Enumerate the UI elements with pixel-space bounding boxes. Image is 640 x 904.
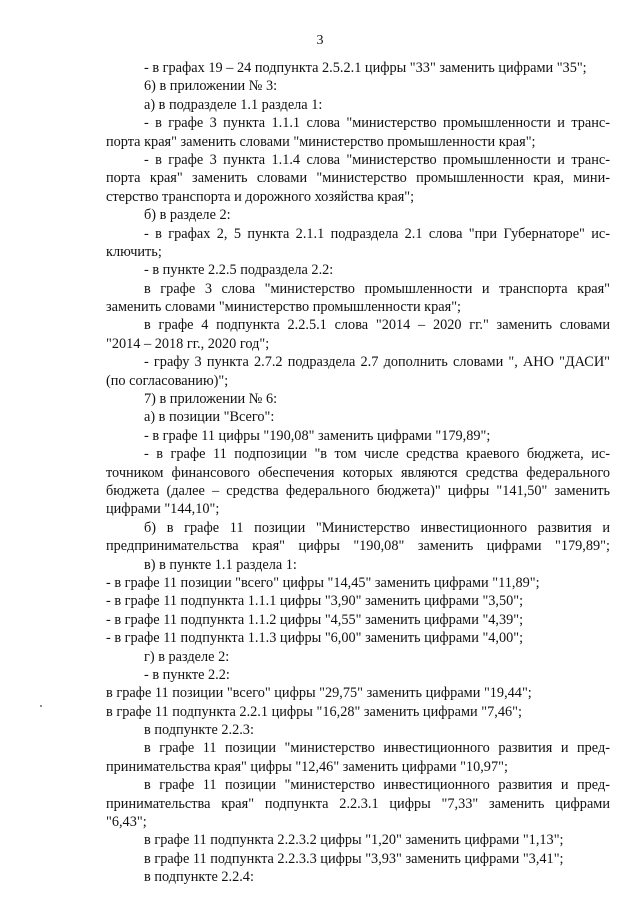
document-line: - графу 3 пункта 2.7.2 подраздела 2.7 дополнить словами ", АНО "ДАСИ" xyxy=(144,354,610,371)
document-line: - в графе 11 позиции "всего" цифры "14,45" заменить цифрами "11,89"; xyxy=(106,574,540,591)
document-line: - в графе 11 цифры "190,08" заменить цифрами "179,89"; xyxy=(144,427,491,444)
document-line: в графе 3 слова "министерство промышленности и транспорта края" xyxy=(144,280,610,297)
document-line: - в графе 3 пункта 1.1.4 слова "министерство промышленности и транс- xyxy=(144,151,610,168)
document-line: точником финансового обеспечения которых являются средства федерального xyxy=(106,464,610,481)
document-line: порта края" заменить словами "министерство промышленности края, мини- xyxy=(106,170,610,187)
document-line: б) в разделе 2: xyxy=(144,207,231,224)
document-line: а) в подразделе 1.1 раздела 1: xyxy=(144,96,323,113)
document-line: в подпункте 2.2.4: xyxy=(144,869,254,886)
document-line: (по согласованию)"; xyxy=(106,372,229,389)
page-number: 3 xyxy=(316,33,324,48)
document-line: в графе 11 подпункта 2.2.3.2 цифры "1,20" заменить цифрами "1,13"; xyxy=(144,832,564,849)
document-line: принимательства края" цифры "12,46" заменить цифрами "10,97"; xyxy=(106,758,508,775)
document-line: в графе 11 позиции "всего" цифры "29,75" заменить цифрами "19,44"; xyxy=(106,685,532,702)
document-line: - в графе 3 пункта 1.1.1 слова "министерство промышленности и транс- xyxy=(144,115,610,132)
document-line: в графе 11 позиции "министерство инвестиционного развития и пред- xyxy=(144,740,610,757)
document-line: в подпункте 2.2.3: xyxy=(144,722,254,739)
document-line: цифрами "144,10"; xyxy=(106,501,220,518)
document-line: в графе 11 подпункта 2.2.1 цифры "16,28" заменить цифрами "7,46"; xyxy=(106,703,522,720)
document-line: - в графе 11 подпункта 1.1.1 цифры "3,90" заменить цифрами "3,50"; xyxy=(106,593,524,610)
document-line: порта края" заменить словами "министерство промышленности края"; xyxy=(106,133,536,150)
document-line: в графе 11 позиции "министерство инвестиционного развития и пред- xyxy=(144,777,610,794)
document-line: принимательства края" подпункта 2.2.3.1 цифры "7,33" заменить цифрами xyxy=(106,795,610,812)
document-line: в графе 11 подпункта 2.2.3.3 цифры "3,93" заменить цифрами "3,41"; xyxy=(144,850,564,867)
document-line: предпринимательства края" цифры "190,08" заменить цифрами "179,89"; xyxy=(106,538,610,555)
document-line: - в пункте 2.2: xyxy=(144,666,230,683)
document-line: в) в пункте 1.1 раздела 1: xyxy=(144,556,297,573)
document-line: заменить словами "министерство промышленности края"; xyxy=(106,299,461,316)
document-line: - в графе 11 подпункта 1.1.2 цифры "4,55" заменить цифрами "4,39"; xyxy=(106,611,524,628)
document-line: в графе 4 подпункта 2.2.5.1 слова "2014 – 2020 гг." заменить словами xyxy=(144,317,610,334)
document-line: - в графе 11 подпозиции "в том числе средства краевого бюджета, ис- xyxy=(144,446,610,463)
document-line: ключить; xyxy=(106,243,162,260)
document-line: - в графе 11 подпункта 1.1.3 цифры "6,00" заменить цифрами "4,00"; xyxy=(106,630,524,647)
document-line: 7) в приложении № 6: xyxy=(144,391,278,408)
document-line: г) в разделе 2: xyxy=(144,648,230,665)
document-line: стерство транспорта и дорожного хозяйства края"; xyxy=(106,188,415,205)
document-line: а) в позиции "Всего": xyxy=(144,409,275,426)
document-line: бюджета (далее – средства федерального бюджета)" цифры "141,50" заменить xyxy=(106,482,610,499)
document-line: - в графах 2, 5 пункта 2.1.1 подраздела 2.1 слова "при Губернаторе" ис- xyxy=(144,225,610,242)
document-body xyxy=(106,59,610,887)
document-line: "6,43"; xyxy=(106,814,147,831)
document-line: б) в графе 11 позиции "Министерство инвестиционного развития и xyxy=(144,519,610,536)
document-line: - в пункте 2.2.5 подраздела 2.2: xyxy=(144,262,334,279)
scan-artifact xyxy=(40,705,42,707)
document-line: "2014 – 2018 гг., 2020 год"; xyxy=(106,335,270,352)
document-line: 6) в приложении № 3: xyxy=(144,78,278,95)
document-line: - в графах 19 – 24 подпункта 2.5.2.1 цифры "33" заменить цифрами "35"; xyxy=(144,60,587,76)
